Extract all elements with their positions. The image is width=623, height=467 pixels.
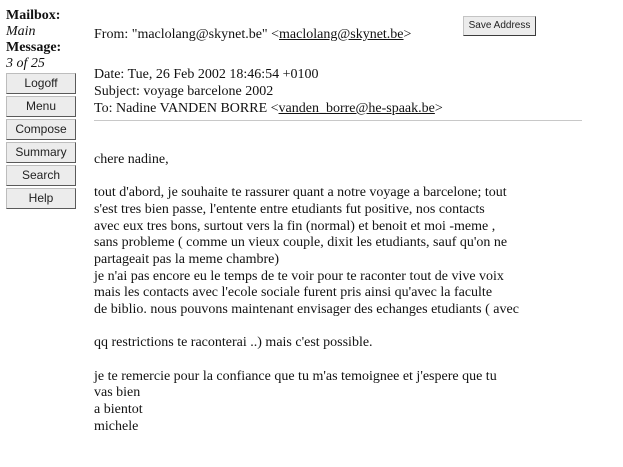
save-address-button[interactable]: Save Address [463,16,536,36]
body-line: a bientot [94,401,143,417]
from-address-link[interactable]: maclolang@skynet.be [279,27,404,42]
to-name: Nadine VANDEN BORRE [115,101,268,116]
from-line: From: "maclolang@skynet.be" <maclolang@skynet.be> [94,27,412,42]
mailbox-label: Mailbox: [6,8,61,23]
paragraph-1 [94,185,594,319]
body-line: mais les contacts avec l'ecole sociale furent pris ainsi qu'avec la faculte [94,285,493,301]
body-line: je n'ai pas encore eu le temps de te voir pour te raconter tout de vive voix [94,268,504,284]
message-body [94,152,594,452]
compose-button[interactable]: Compose [6,119,76,140]
search-button[interactable]: Search [6,165,76,186]
paragraph-3 [94,369,594,436]
message-headers [94,66,443,117]
header-divider [94,120,582,121]
greeting: chere nadine, [94,152,169,167]
from-name: "maclolang@skynet.be" [131,27,268,42]
message-position: 3 of 25 [6,56,45,71]
body-line: vas bien [94,385,141,401]
date-line: Date: Tue, 26 Feb 2002 18:46:54 +0100 [94,67,319,82]
body-line: partageait pas la meme chambre) [94,252,280,268]
subject-line: Subject: voyage barcelone 2002 [94,84,274,99]
mailbox-value: Main [6,24,36,39]
to-address-link[interactable]: vanden_borre@he-spaak.be [278,101,435,116]
logoff-button[interactable]: Logoff [6,73,76,94]
help-button[interactable]: Help [6,188,76,209]
menu-button[interactable]: Menu [6,96,76,117]
body-line: s'est tres bien passe, l'entente entre etudiants fut positive, nos contacts [94,201,485,217]
paragraph-2: qq restrictions te raconterai ..) mais c'est possible. [94,335,373,351]
body-line: je te remercie pour la confiance que tu m'as temoignee et j'espere que tu [94,368,497,384]
body-line: de biblio. nous pouvons maintenant envisager des echanges etudiants ( avec [94,302,519,318]
body-line: sans probleme ( comme un vieux couple, dixit les etudiants, sauf qu'on ne [94,235,508,251]
from-label: From: [94,27,129,42]
message-label: Message: [6,40,62,55]
sidebar [6,8,78,211]
summary-button[interactable]: Summary [6,142,76,163]
to-label: To: [94,101,113,116]
body-line: avec eux tres bons, surtout vers la fin (normal) et benoit et moi -meme , [94,218,496,234]
to-line: To: Nadine VANDEN BORRE <vanden_borre@he-spaak.be> [94,101,443,116]
body-line: tout d'abord, je souhaite te rassurer quant a notre voyage a barcelone; tout [94,185,507,201]
signature: michele [94,418,139,434]
